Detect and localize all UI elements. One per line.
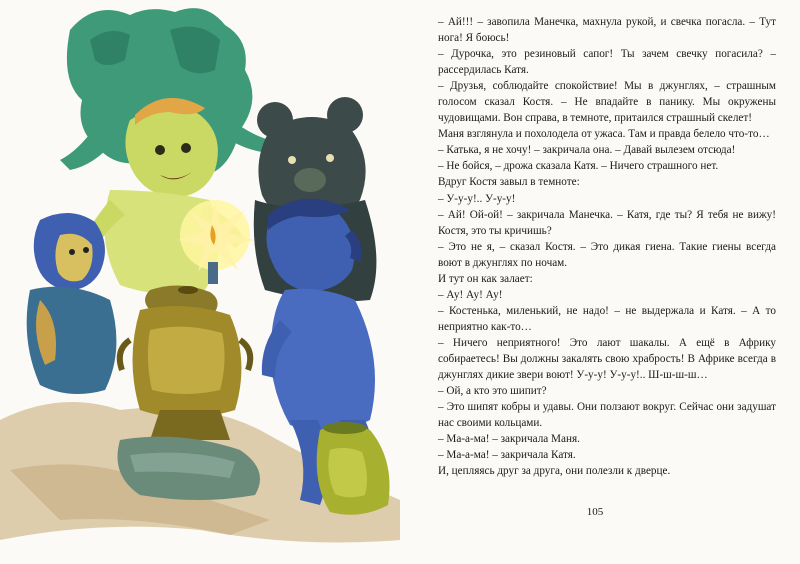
paragraph: – Ма-а-ма! – закричала Маня.	[438, 433, 580, 446]
jar-figure	[317, 422, 390, 515]
paragraph: И, цепляясь друг за друга, они полезли к дверце.	[438, 465, 671, 478]
paragraph: – Дурочка, это резиновый сапог! Ты зачем свечку погасила? – рассердилась Катя.	[438, 48, 776, 77]
paragraph: – Ой, а кто это шипит?	[438, 385, 547, 398]
paragraph: – Ай!!! – завопила Манечка, махнула рукой, и свечка погасла. – Тут нога! Я боюсь!	[438, 16, 776, 45]
paragraph: – Это не я, – сказал Костя. – Это дикая гиена. Такие гиены всегда воют в джунглях по ночам.	[438, 240, 776, 269]
child-left-figure	[27, 213, 117, 394]
paragraph: – Друзья, соблюдайте спокойствие! Мы в джунглях, – страшным голосом сказал Костя. – Не впадайте в панику. Мы окружены чудовищами. Вон справа, в темноте, притаился страшный скелет!	[438, 80, 776, 125]
paragraph: Маня взглянула и похолодела от ужаса. Там и правда белело что-то…	[438, 128, 770, 141]
text-column	[438, 14, 776, 479]
paragraph: – Это шипят кобры и удавы. Они ползают вокруг. Сейчас они задушат нас своими кольцами.	[438, 401, 776, 430]
paragraph: – Ма-а-ма! – закричала Катя.	[438, 449, 576, 462]
paragraph: – У-у-у!.. У-у-у!	[438, 192, 516, 205]
paragraph: – Ай! Ой-ой! – закричала Манечка. – Катя, где ты? Я тебя не вижу! Костя, это ты кричишь?	[438, 208, 776, 237]
paragraph: – Ничего неприятного! Это лают шакалы. А ещё в Африку собираетесь! Вы должны закалять свою храбрость! В Африке всегда в джунглях дикие звери воют! У-у-у! У-у-у!.. Ш-ш-ш-ш…	[438, 336, 776, 382]
paragraph: – Костенька, миленький, не надо! – не выдержала и Катя. – А то неприятно как-то…	[438, 304, 776, 333]
paragraph: Вдруг Костя завыл в темноте:	[438, 176, 580, 189]
paragraph: – Не бойся, – дрожа сказала Катя. – Ничего страшного нет.	[438, 160, 719, 173]
paragraph: – Ау! Ау! Ау!	[438, 288, 503, 301]
page-number: 105	[586, 506, 604, 518]
paragraph: И тут он как залает:	[438, 272, 533, 285]
paragraph: – Катька, я не хочу! – закричала она. – Давай вылезем отсюда!	[438, 144, 736, 157]
